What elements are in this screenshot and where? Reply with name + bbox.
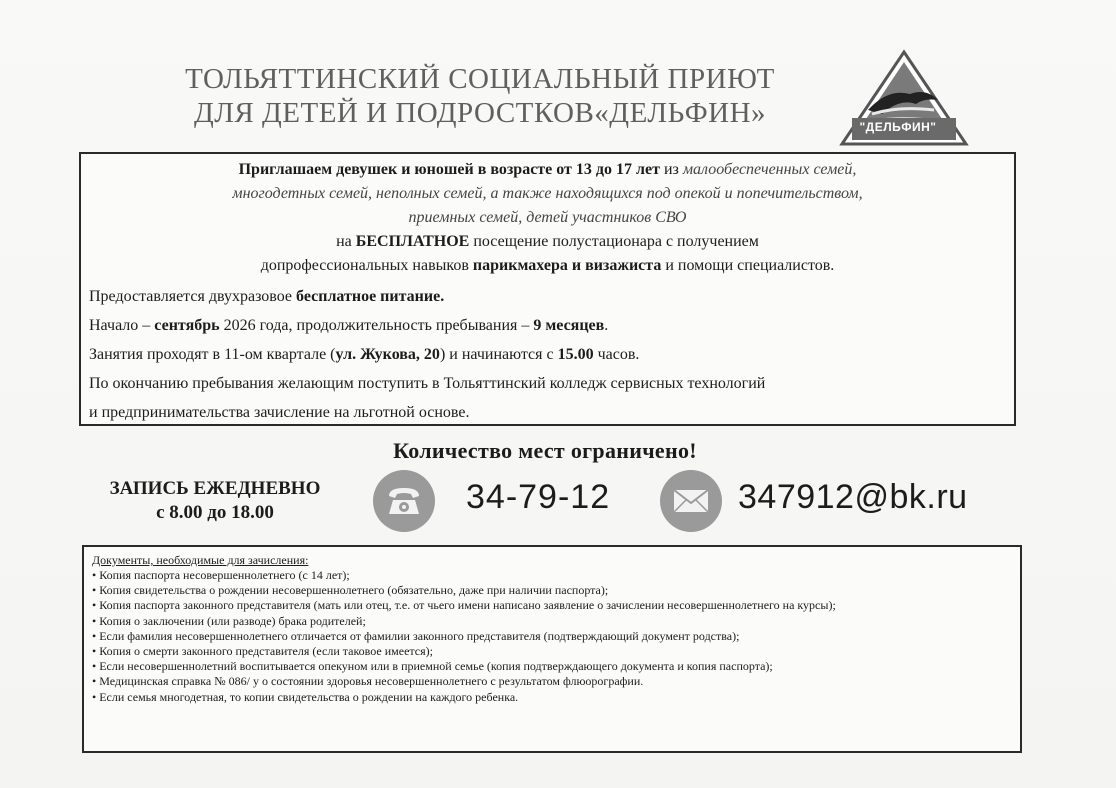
list-item: • Копия о заключении (или разводе) брака родителей; xyxy=(92,614,1012,629)
invite-families-text: малообеспеченных семей, xyxy=(682,161,857,178)
registration-time: с 8.00 до 18.00 xyxy=(156,502,274,523)
location-c: часов. xyxy=(593,346,640,363)
invite-age-text: Приглашаем девушек и юношей в возрасте от 13 до 17 лет xyxy=(238,161,660,178)
start-a: Начало – xyxy=(89,317,155,334)
invite-line-5-a: допрофессиональных навыков xyxy=(260,257,473,274)
duration: 9 месяцев xyxy=(533,317,605,334)
start-line xyxy=(89,311,1004,340)
email-address[interactable]: 347912@bk.ru xyxy=(738,478,968,516)
invite-line-1 xyxy=(81,158,1014,182)
start-b: 2026 года, продолжительность пребывания – xyxy=(219,317,534,334)
registration-label: ЗАПИСЬ ЕЖЕДНЕВНО xyxy=(109,478,321,499)
page-title xyxy=(140,62,820,130)
list-item: • Копия паспорта законного представителя (мать или отец, т.е. от чьего имени написано заявление о зачислении несовершеннолетнего на курсы); xyxy=(92,598,1012,613)
location-line xyxy=(89,340,1004,369)
location-b: ) и начинаются с xyxy=(439,346,558,363)
registration-hours xyxy=(80,477,350,525)
invite-line-4 xyxy=(81,230,1014,254)
phone-icon xyxy=(373,470,435,532)
location-a: Занятия проходят в 11-ом квартале ( xyxy=(89,346,336,363)
title-line-1: ТОЛЬЯТТИНСКИЙ СОЦИАЛЬНЫЙ ПРИЮТ xyxy=(185,63,775,95)
limited-places-heading: Количество мест ограничено! xyxy=(393,438,697,463)
program-details xyxy=(89,282,1004,427)
college-line-1: По окончанию пребывания желающим поступить в Тольяттинский колледж сервисных технологий xyxy=(89,375,766,392)
documents-heading: Документы, необходимые для зачисления: xyxy=(92,553,309,567)
meals-line xyxy=(89,282,1004,311)
meals-free-text: бесплатное питание. xyxy=(296,288,445,305)
start-month: сентябрь xyxy=(154,317,220,334)
list-item: • Копия о смерти законного представителя (если таковое имеется); xyxy=(92,644,1012,659)
invite-line-4-a: на xyxy=(336,233,356,250)
invitation-text xyxy=(81,158,1014,278)
invite-line-5 xyxy=(81,254,1014,278)
list-item: • Копия паспорта несовершеннолетнего (с 14 лет); xyxy=(92,568,1012,583)
list-item: • Медицинская справка № 086/ у о состоянии здоровья несовершеннолетнего с результатом флюорографии. xyxy=(92,674,1012,689)
skills-label: парикмахера и визажиста xyxy=(472,257,662,274)
invitation-box xyxy=(79,152,1016,426)
title-line-2: ДЛЯ ДЕТЕЙ И ПОДРОСТКОВ«ДЕЛЬФИН» xyxy=(193,97,767,129)
required-documents-box xyxy=(82,545,1022,753)
invite-line-5-b: и помощи специалистов. xyxy=(661,257,835,274)
invite-line-2: многодетных семей, неполных семей, а также находящихся под опекой и попечительством, xyxy=(232,185,863,202)
envelope-icon xyxy=(660,470,722,532)
list-item: • Если фамилия несовершеннолетнего отличается от фамилии законного представителя (подтверждающий документ родства); xyxy=(92,629,1012,644)
college-line-2: и предпринимательства зачисление на льготной основе. xyxy=(89,404,470,421)
phone-number[interactable]: 34-79-12 xyxy=(466,478,611,516)
start-time: 15.00 xyxy=(557,346,594,363)
invite-line-3: приемных семей, детей участников СВО xyxy=(408,209,687,226)
address: ул. Жукова, 20 xyxy=(335,346,440,363)
list-item: • Если несовершеннолетний воспитывается опекуном или в приемной семье (копия подтверждающего документа и копия паспорта); xyxy=(92,659,1012,674)
invite-from-text: из xyxy=(659,161,683,178)
list-item: • Если семья многодетная, то копии свидетельства о рождении на каждого ребенка. xyxy=(92,690,1012,705)
list-item: • Копия свидетельства о рождении несовершеннолетнего (обязательно, даже при наличии паспорта); xyxy=(92,583,1012,598)
free-label: БЕСПЛАТНОЕ xyxy=(355,233,470,250)
meals-text: Предоставляется двухразовое xyxy=(89,288,297,305)
documents-list xyxy=(92,568,1012,705)
invite-line-4-b: посещение полустационара с получением xyxy=(469,233,759,250)
logo-text: "ДЕЛЬФИН" xyxy=(859,120,937,134)
start-c: . xyxy=(604,317,609,334)
